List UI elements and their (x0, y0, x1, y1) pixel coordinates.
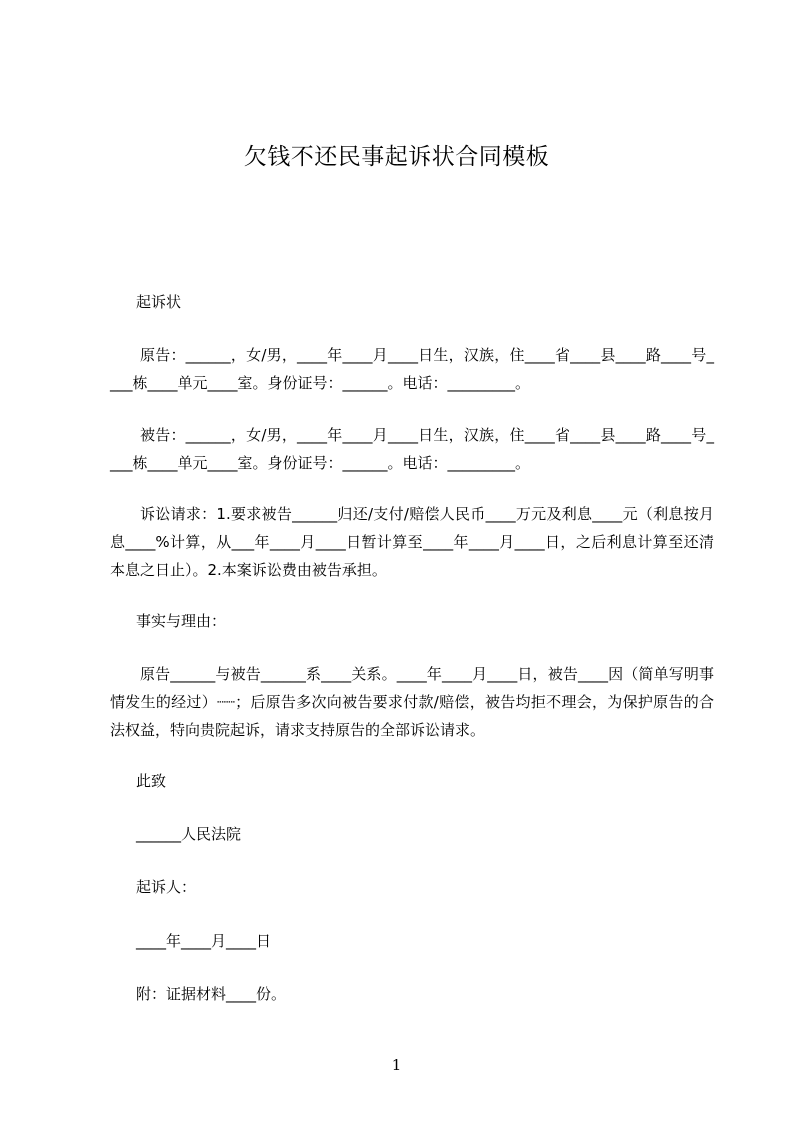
complaint-heading: 起诉状 (136, 293, 182, 311)
plaintiff-paragraph: 原告：______，女/男，____年____月____日生，汉族，住____省____县____路____号____栋____单元____室。身份证号：______。电话：_________。 (110, 346, 714, 392)
defendant-paragraph: 被告：______，女/男，____年____月____日生，汉族，住____省____县____路____号____栋____单元____室。身份证号：______。电话：_________。 (110, 426, 714, 472)
court-line: ______人民法院 (136, 825, 242, 843)
facts-paragraph: 原告______与被告______系____关系。____年____月____日，被告____因（简单写明事情发生的经过）┈┈；后原告多次向被告要求付款/赔偿，被告均拒不理会，为保护原告的合法权益，特向贵院起诉，请求支持原告的全部诉讼请求。 (110, 665, 714, 739)
document-title: 欠钱不还民事起诉状合同模板 (243, 144, 550, 170)
date-line: ____年____月____日 (136, 932, 272, 950)
plaintiff-signature-line: 起诉人： (136, 878, 197, 896)
attachment-line: 附：证据材料____份。 (136, 985, 287, 1003)
salutation: 此致 (136, 772, 167, 790)
page-number: 1 (391, 1056, 402, 1074)
claims-paragraph: 诉讼请求：1.要求被告______归还/支付/赔偿人民币____万元及利息____元（利息按月息____%计算，从___年____月____日暂计算至____年____月____日，之后利息计算至还清本息之日止）。2.本案诉讼费由被告承担。 (110, 505, 714, 579)
facts-heading: 事实与理由： (136, 612, 227, 630)
